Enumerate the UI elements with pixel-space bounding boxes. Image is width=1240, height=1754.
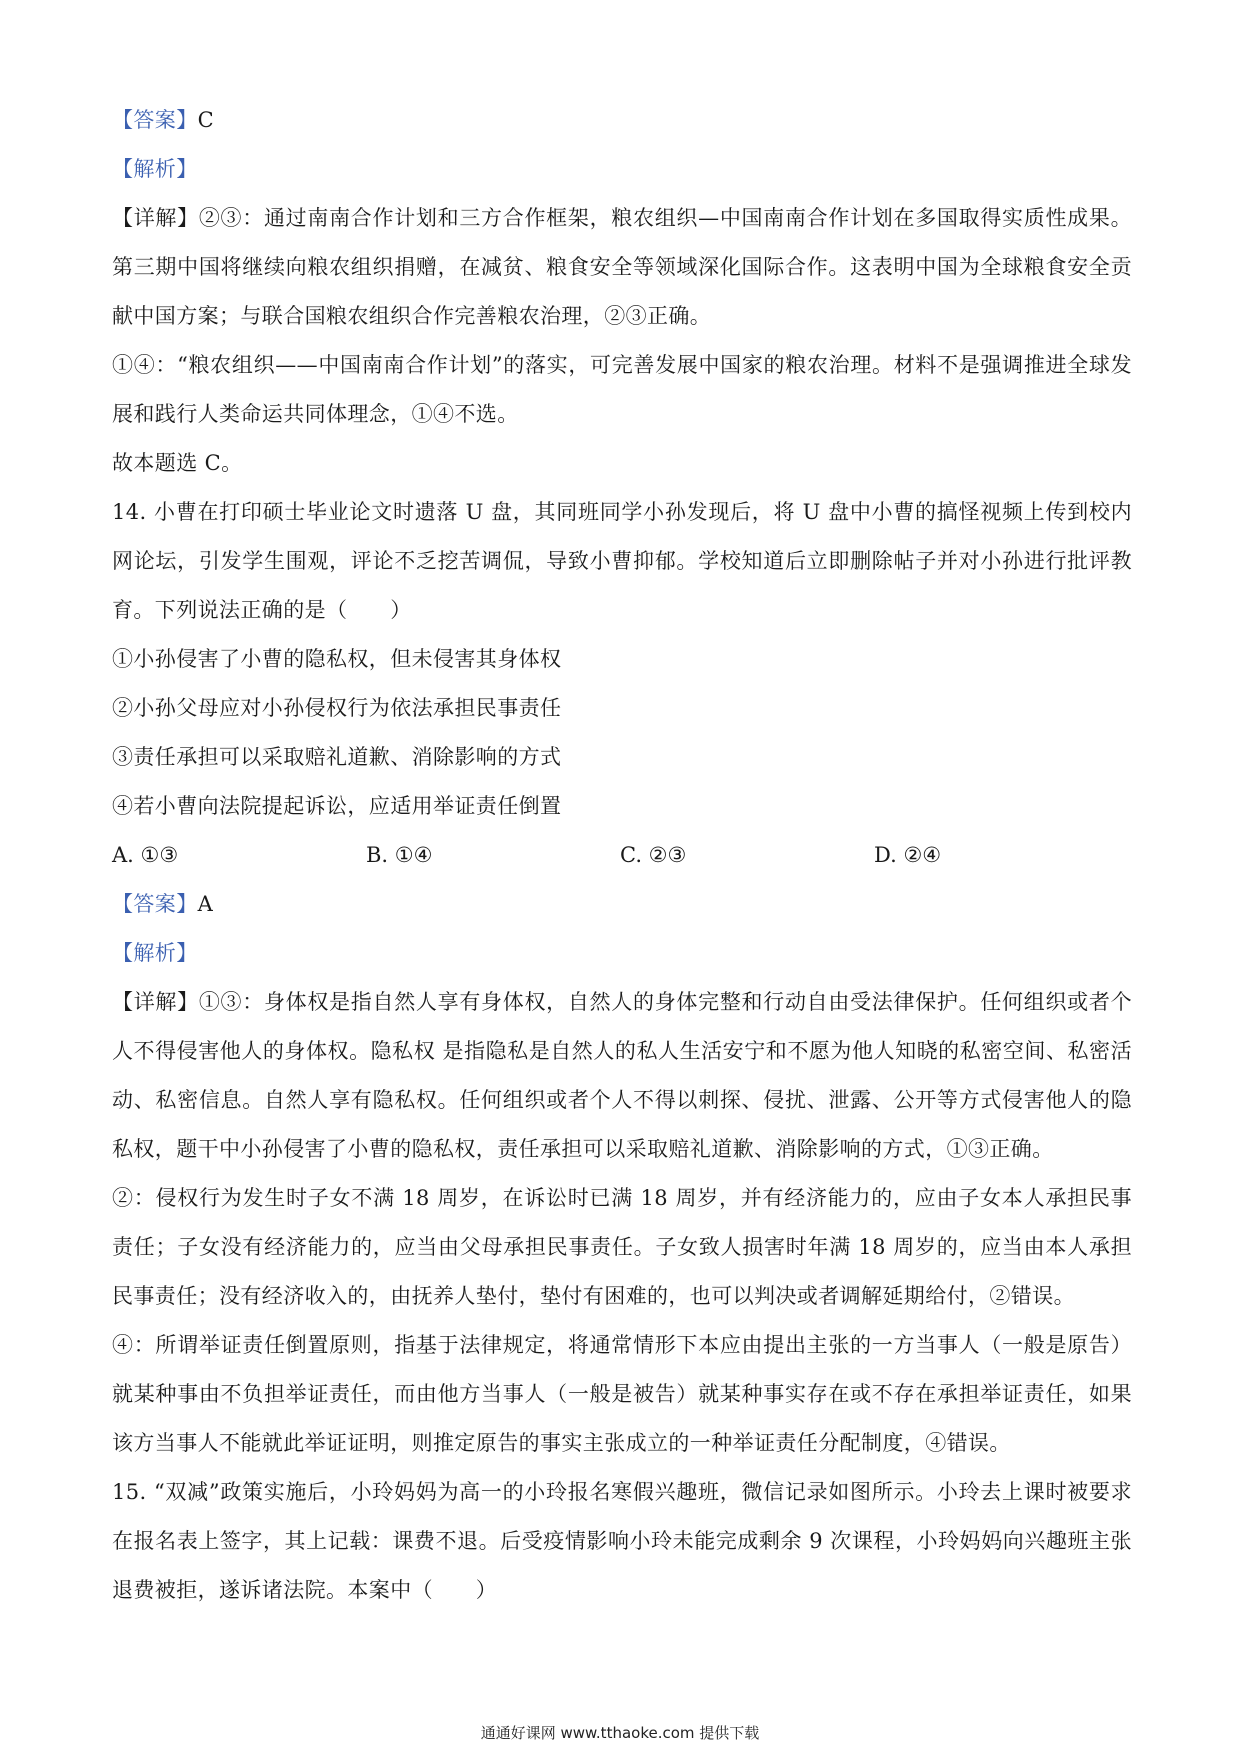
analysis-label: 【解析】 (112, 941, 198, 965)
q14-statement-4: ④若小曹向法院提起诉讼，应适用举证责任倒置 (112, 794, 562, 818)
q14-analysis (112, 929, 1132, 978)
q13-conclusion: 故本题选 C。 (112, 451, 243, 475)
answer-label: 【答案】 (112, 108, 198, 132)
q13-analysis (112, 145, 1132, 194)
q14-answer (112, 880, 1132, 929)
option-a: A. ①③ (112, 843, 179, 867)
page-footer: 通通好课网 www.tthaoke.com 提供下载 (480, 1724, 760, 1742)
answer-value: C (197, 108, 215, 132)
q14-statement-3: ③责任承担可以采取赔礼道歉、消除影响的方式 (112, 745, 562, 769)
answer-label: 【答案】 (112, 892, 198, 916)
answer-value: A (197, 892, 214, 916)
option-b: B. ①④ (366, 843, 433, 867)
option-c: C. ②③ (620, 843, 687, 867)
q13-answer (112, 96, 1132, 145)
q15-stem: 15. “双减”政策实施后，小玲妈妈为高一的小玲报名寒假兴趣班，微信记录如图所示。小玲去上课时被要求在报名表上签字，其上记载：课费不退。后受疫情影响小玲未能完成剩余 9 次课程，小玲妈妈向兴趣班主张退费被拒，遂诉诸法院。本案中（ ） (112, 1480, 1132, 1602)
analysis-label: 【解析】 (112, 157, 198, 181)
q13-detail-p1: ②③：通过南南合作计划和三方合作框架，粮农组织—中国南南合作计划在多国取得实质性成果。第三期中国将继续向粮农组织捐赠，在减贫、粮食安全等领域深化国际合作。这表明中国为全球粮食安全贡献中国方案；与联合国粮农组织合作完善粮农治理，②③正确。 (112, 206, 1132, 328)
q14-detail-p2: ②：侵权行为发生时子女不满 18 周岁，在诉讼时已满 18 周岁，并有经济能力的，应由子女本人承担民事责任；子女没有经济能力的，应当由父母承担民事责任。子女致人损害时年满 18 周岁的，应当由本人承担民事责任；没有经济收入的，由抚养人垫付，垫付有困难的，也可以判决或者调解延期给付，②错误。 (112, 1186, 1132, 1308)
detail-label: 【详解】 (112, 990, 199, 1014)
q14-detail-p1: ①③：身体权是指自然人享有身体权，自然人的身体完整和行动自由受法律保护。任何组织或者个人不得侵害他人的身体权。隐私权 是指隐私是自然人的私人生活安宁和不愿为他人知晓的私密空间、私密活动、私密信息。自然人享有隐私权。任何组织或者个人不得以刺探、侵扰、泄露、公开等方式侵害他人的隐私权，题干中小孙侵害了小曹的隐私权，责任承担可以采取赔礼道歉、消除影响的方式，①③正确。 (112, 990, 1132, 1161)
q14-statement-1: ①小孙侵害了小曹的隐私权，但未侵害其身体权 (112, 647, 562, 671)
q14-detail (112, 978, 1132, 1174)
q14-statement-2: ②小孙父母应对小孙侵权行为依法承担民事责任 (112, 696, 562, 720)
option-d: D. ②④ (874, 843, 942, 867)
q13-detail (112, 194, 1132, 341)
q14-detail-p3: ④：所谓举证责任倒置原则，指基于法律规定，将通常情形下本应由提出主张的一方当事人（一般是原告）就某种事由不负担举证责任，而由他方当事人（一般是被告）就某种事实存在或不存在承担举证责任，如果该方当事人不能就此举证证明，则推定原告的事实主张成立的一种举证责任分配制度，④错误。 (112, 1333, 1132, 1455)
q14-stem: 14. 小曹在打印硕士毕业论文时遗落 U 盘，其同班同学小孙发现后，将 U 盘中小曹的搞怪视频上传到校内网论坛，引发学生围观，评论不乏挖苦调侃，导致小曹抑郁。学校知道后立即删除帖子并对小孙进行批评教育。下列说法正确的是（ ） (112, 500, 1132, 622)
document-page (112, 96, 1132, 1615)
q13-detail-p2: ①④：“粮农组织——中国南南合作计划”的落实，可完善发展中国家的粮农治理。材料不是强调推进全球发展和践行人类命运共同体理念，①④不选。 (112, 353, 1132, 426)
detail-label: 【详解】 (112, 206, 199, 230)
q14-options (112, 831, 1132, 880)
